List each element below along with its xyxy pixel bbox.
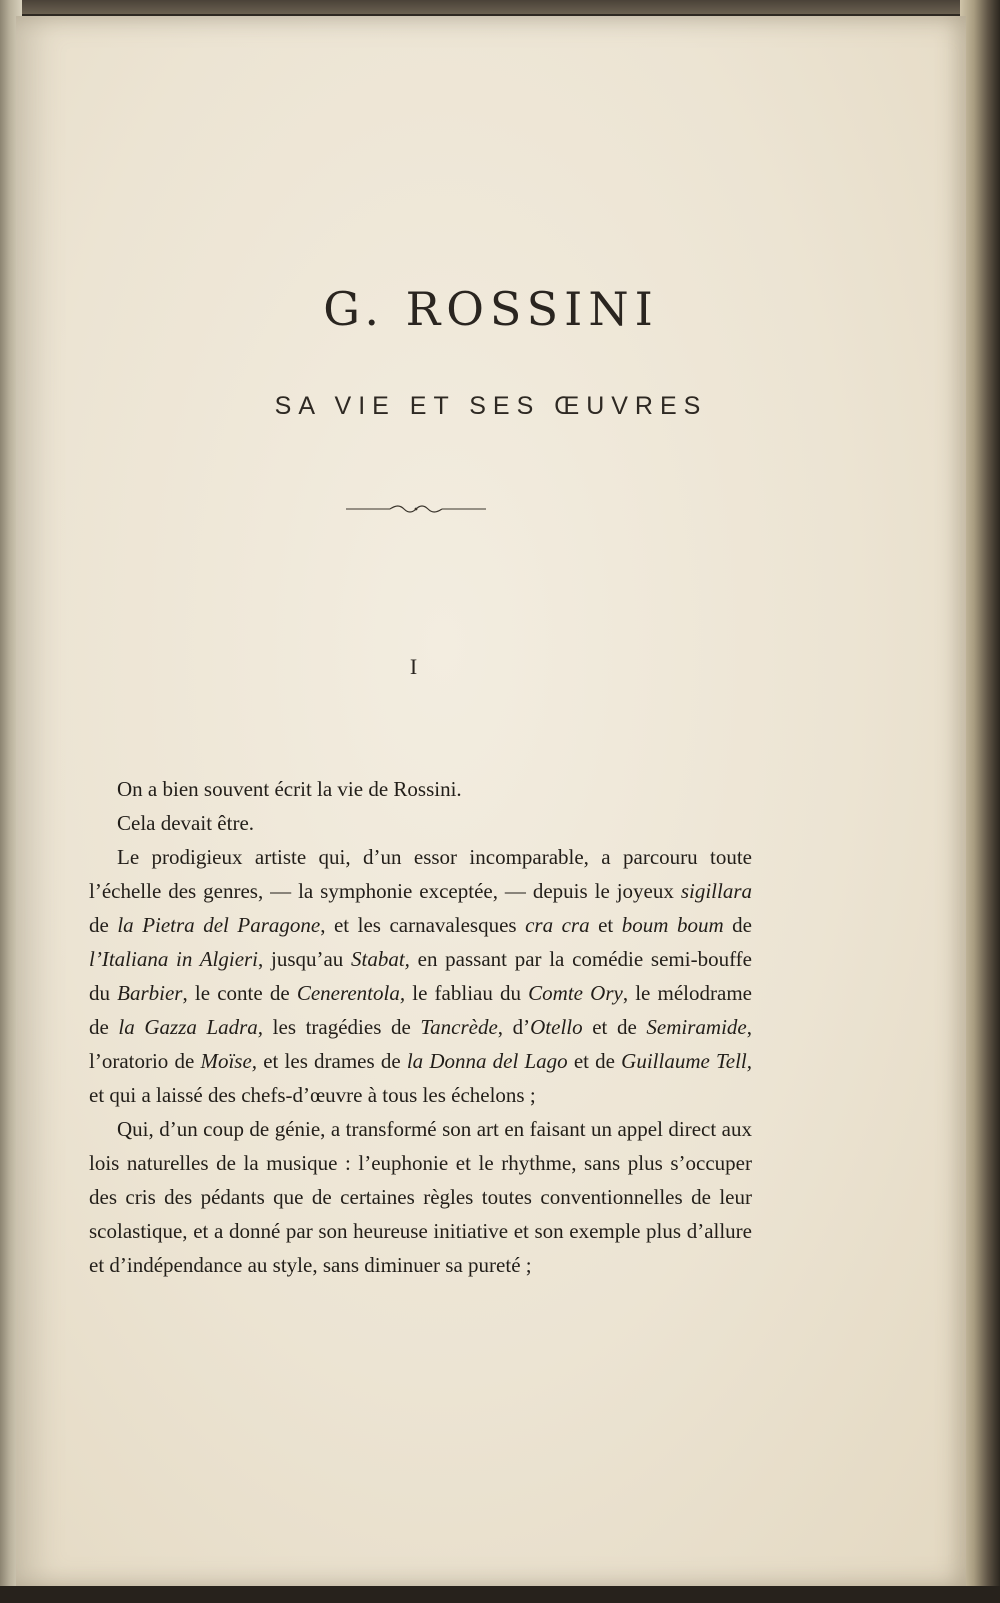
italic-title: Guillaume Tell, xyxy=(621,1049,752,1073)
italic-title: Comte Ory xyxy=(528,981,623,1005)
italic-title: la Donna del Lago xyxy=(406,1049,568,1073)
text-run: de xyxy=(89,913,118,937)
ornament-divider xyxy=(346,503,486,515)
italic-title: sigillara xyxy=(680,879,752,903)
italic-title: l’Italiana in Algieri xyxy=(89,947,259,971)
italic-title: cra cra xyxy=(525,913,590,937)
text-run: Qui, d’un coup de génie, a transformé son art en faisant un appel direct aux lois naturelles de la musique : l’euphonie et le rhythme, sans plus s’occuper des cris des pédants que de certaines règles toutes conventionnelles de leur scolastique, et a donné par son heureuse initiative et son exemple plus d’allure et d’indépendance au style, sans diminuer sa pureté ; xyxy=(89,1117,752,1277)
text-run: , jusqu’au xyxy=(258,947,352,971)
text-run: et les drames de xyxy=(257,1049,407,1073)
italic-title: Barbier xyxy=(117,981,183,1005)
text-run: et de xyxy=(567,1049,622,1073)
body-text xyxy=(89,772,752,1282)
text-run: Le prodigieux artiste qui, d’un essor incomparable, a parcouru toute l’échelle des genres, — la symphonie exceptée, — depuis le joyeux xyxy=(89,845,752,903)
italic-title: boum boum xyxy=(621,913,724,937)
body-paragraph xyxy=(89,1112,752,1282)
italic-title: Otello xyxy=(530,1015,583,1039)
text-run: et de xyxy=(582,1015,647,1039)
body-paragraph xyxy=(89,840,752,1112)
text-run: , le mélodrame de xyxy=(89,981,752,1039)
text-run: le fabliau du xyxy=(405,981,529,1005)
text-run: , et les carnavalesques xyxy=(320,913,526,937)
italic-title: Stabat, xyxy=(351,947,410,971)
text-run: et qui a laissé des chefs-d’œuvre à tous les échelons ; xyxy=(89,1083,536,1107)
text-run: les tragédies de xyxy=(263,1015,421,1039)
italic-title: Semiramide xyxy=(646,1015,747,1039)
text-run: Cela devait être. xyxy=(117,811,255,835)
book-top-edge xyxy=(0,0,1000,14)
text-run: , le conte de xyxy=(182,981,297,1005)
page-paper xyxy=(16,16,966,1588)
italic-title: Tancrède xyxy=(420,1015,498,1039)
italic-title: la Gazza Ladra, xyxy=(118,1015,264,1039)
chapter-number: I xyxy=(409,654,418,679)
text-run: en passant par la comédie semi-bouffe du xyxy=(89,947,753,1005)
book-bottom-edge xyxy=(0,1586,1000,1603)
italic-title: la Pietra del Paragone xyxy=(117,913,321,937)
text-run: , d’ xyxy=(497,1015,531,1039)
text-run: de xyxy=(723,913,752,937)
text-run: , l’oratorio de xyxy=(89,1015,752,1073)
page-right-edge xyxy=(960,0,1000,1603)
italic-title: Cenerentola, xyxy=(296,981,406,1005)
body-paragraph xyxy=(89,772,752,806)
body-paragraph xyxy=(89,806,752,840)
text-run: On a bien souvent écrit la vie de Rossini. xyxy=(117,777,462,801)
italic-title: Moïse, xyxy=(200,1049,258,1073)
page-subtitle: SA VIE ET SES ŒUVRES xyxy=(274,392,708,420)
text-run: et xyxy=(589,913,622,937)
page-title: G. ROSSINI xyxy=(323,282,659,336)
